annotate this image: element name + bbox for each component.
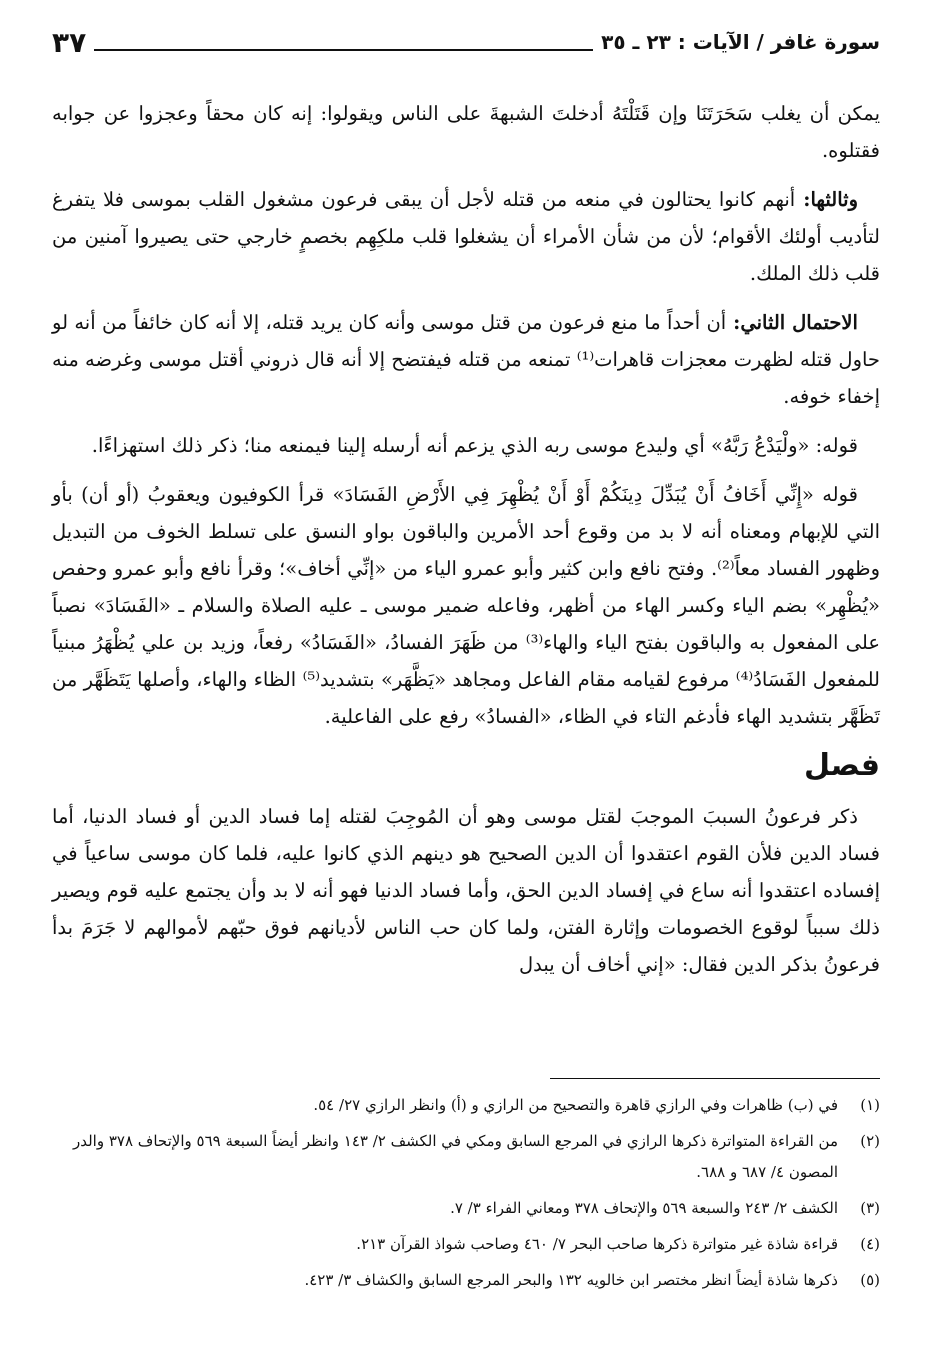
footnote — [52, 1229, 880, 1260]
paragraph — [52, 181, 880, 292]
paragraph — [52, 476, 880, 735]
paragraph — [52, 427, 880, 464]
footnote-number: (٣) — [860, 1199, 880, 1217]
footnote-number: (٢) — [860, 1132, 880, 1150]
footnote-text: الكشف ٢/ ٢٤٣ والسبعة ٥٦٩ والإتحاف ٣٧٨ ومعاني الفراء ٣/ ٧. — [450, 1199, 838, 1217]
paragraph-text: قوله: «ولْيَدْعُ رَبَّهُ» أي وليدع موسى ربه الذي يزعم أنه أرسله إلينا فيمنعه منا؛ ذكر ذلك استهزاءًا. — [91, 434, 858, 457]
footnote-number: (٤) — [860, 1235, 880, 1253]
footnote-text: من القراءة المتواترة ذكرها الرازي في المرجع السابق ومكي في الكشف ٢/ ١٤٣ وانظر أيضاً السبعة ٥٦٩ والإتحاف ٣٧٨ والدر المصون ٤/ ٦٨٧ و ٦٨٨. — [72, 1132, 838, 1181]
paragraph-text: يمكن أن يغلب سَحَرَتَنَا وإن قَتَلْتَهُ أدخلتَ الشبهةَ على الناس ويقولوا: إنه كان محقاً وعجزوا عن جوابه فقتلوه. — [52, 102, 880, 162]
page-number: ٣٧ — [52, 25, 87, 59]
footnote — [52, 1090, 880, 1121]
page-header — [52, 22, 880, 62]
paragraph-text: أن أحداً ما منع فرعون من قتل موسى وأنه كان يريد قتله، إلا أنه كان خائفاً من أنه لو حاول قتله لظهرت معجزات قاهرات⁽¹⁾ تمنعه من قتله فيفتضح إلا أنه قال ذروني أقتل موسى وغرضه منه إخفاء خوفه. — [52, 311, 880, 408]
footnote-text: في (ب) ظاهرات وفي الرازي قاهرة والتصحيح من الرازي و (أ) وانظر الرازي ٢٧/ ٥٤. — [313, 1096, 838, 1114]
footnote-text: قراءة شاذة غير متواترة ذكرها صاحب البحر ٧/ ٤٦٠ وصاحب شواذ القرآن ٢١٣. — [356, 1235, 838, 1253]
paragraph — [52, 95, 880, 169]
footnote — [52, 1265, 880, 1296]
header-rule — [94, 49, 593, 51]
paragraph-text: أنهم كانوا يحتالون في منعه من قتله لأجل أن يبقى فرعون مشغول القلب بموسى فلا يتفرغ لتأديب أولئك الأقوام؛ لأن من شأن الأمراء أن يشغلوا قلب ملكِهِم بخصمٍ خارجي حتى يصيروا آمنين من قلب ذلك الملك. — [52, 188, 880, 285]
paragraph-text: قوله «إِنِّي أَخَافُ أَنْ يُبَدِّلَ دِينَكُمْ أَوْ أَنْ يُظْهِرَ فِي الأَرْضِ الفَسَادَ» قرأ الكوفيون ويعقوبُ (أو أن) بأو التي للإبهام ومعناه أنه لا بد من وقوع أحد الأمرين والباقون بواو النسق على تسلط الخوف من التبديل وظهور الفساد معاً⁽²⁾. وفتح نافع وابن كثير وأبو عمرو الياء من «إنِّي أخاف»؛ وقرأ نافع وأبو عمرو وحفص «يُظْهِر» بضم الياء وكسر الهاء من أظهر، وفاعله ضمير موسى ـ عليه الصلاة والسلام ـ «الفَسَادَ» نصباً على المفعول به والباقون بفتح الياء والهاء⁽³⁾ من ظَهَرَ الفسادُ، «الفَسَادُ» رفعاً، وزيد بن علي يُظْهَرُ مبنياً للمفعول الفَسَادُ⁽⁴⁾ مرفوع لقيامه مقام الفاعل ومجاهد «يَظَّهَر» بتشديد⁽⁵⁾ الظاء والهاء، وأصلها يَتَظَهَّر من تَظَهَّر بتشديد الهاء فأدغم التاء في الظاء، «الفسادُ» رفع على الفاعلية. — [52, 483, 880, 728]
running-title: سورة غافر / الآيات : ٢٣ ـ ٣٥ — [601, 30, 880, 54]
footnote — [52, 1126, 880, 1188]
footnote-text: ذكرها شاذة أيضاً انظر مختصر ابن خالويه ١٣٢ والبحر المرجع السابق والكشاف ٣/ ٤٢٣. — [304, 1271, 838, 1289]
footnotes — [52, 1090, 880, 1301]
paragraph-lead: الاحتمال الثاني: — [726, 311, 858, 334]
paragraph — [52, 304, 880, 415]
main-text — [52, 95, 880, 995]
footnote-number: (٥) — [860, 1271, 880, 1289]
section-paragraph: ذكر فرعونُ السببَ الموجبَ لقتل موسى وهو أن المُوجِبَ لقتله إما فساد الدين أو فساد الدنيا، أما فساد الدين فلأن القوم اعتقدوا أن الدين الصحيح هو دينهم الذي كانوا عليه، فلما كان موسى ساعياً في إفساده اعتقدوا أنه ساع في إفساد الدين الحق، وأما فساد الدنيا فهو أنه لا بد وأن يجتمع عليه قوم ويصير ذلك سبباً لوقوع الخصومات وإثارة الفتن، ولما كان حب الناس لأديانهم فوق حبّهم لأموالهم لا جَرَمَ بدأ فرعونُ بذكر الدين فقال: «إني أخاف أن يبدل — [52, 805, 880, 976]
footnote-number: (١) — [860, 1096, 880, 1114]
footnote — [52, 1193, 880, 1224]
section-heading: فصل — [804, 748, 880, 783]
paragraph-lead: وثالثها: — [795, 188, 858, 211]
footnote-separator — [550, 1078, 880, 1079]
